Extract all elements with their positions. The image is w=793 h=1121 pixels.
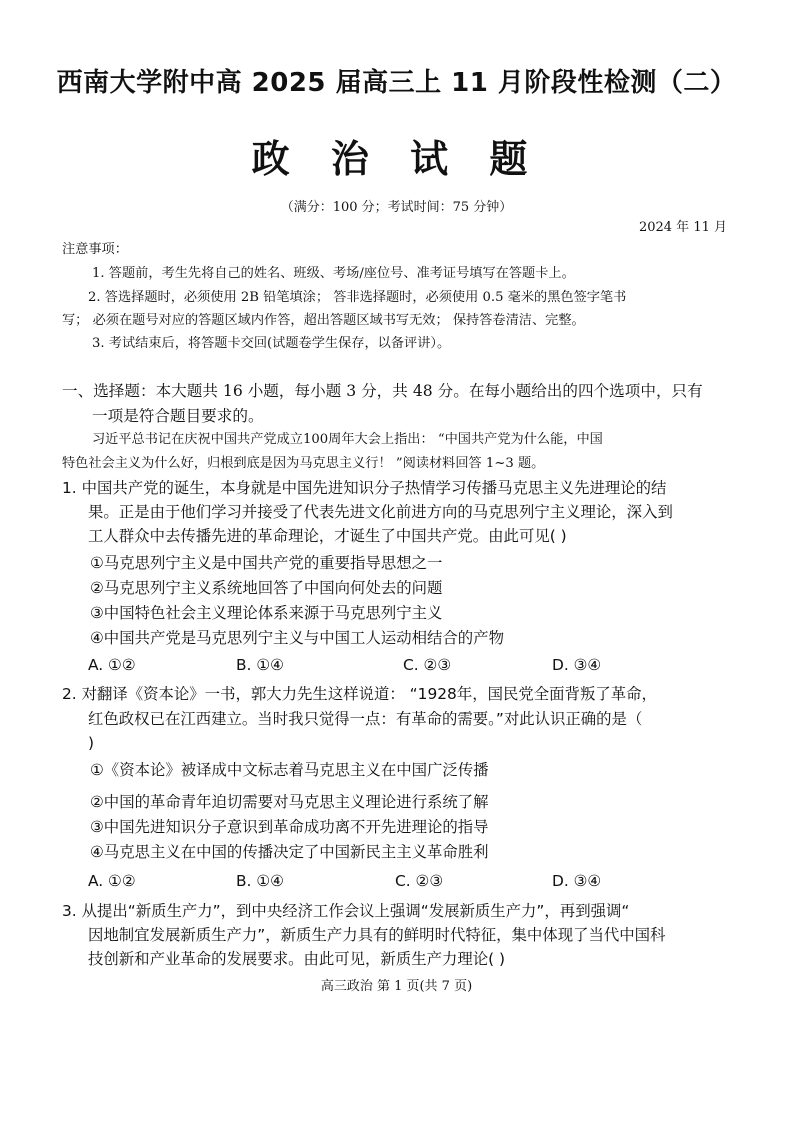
section-heading-line2: 一项是符合题目要求的。	[92, 407, 264, 425]
notes-item-2-line1: 2. 答选择题时，必须使用 2B 铅笔填涂； 答非选择题时，必须使用 0.5 毫米的黑色签字笔书	[88, 290, 627, 305]
exam-meta: （满分：100 分；考试时间：75 分钟）	[280, 200, 513, 215]
page-footer: 高三政治 第 1 页(共 7 页)	[320, 979, 473, 994]
question-2-statement-2: ②中国的革命青年迫切需要对马克思主义理论进行系统了解	[90, 793, 489, 811]
question-1-options	[0, 656, 793, 682]
school-title: 西南大学附中高 2025 届高三上 11 月阶段性检测（二）	[56, 68, 737, 98]
question-1-stem-line3: 工人群众中去传播先进的革命理论，才诞生了中国共产党。由此可见( )	[88, 527, 567, 545]
question-2-option-a[interactable]: A. ①②	[88, 872, 136, 890]
question-3-stem-line3: 技创新和产业革命的发展要求。由此可见，新质生产力理论( )	[88, 950, 506, 968]
material-line2: 特色社会主义为什么好，归根到底是因为马克思主义行！ ”阅读材料回答 1~3 题。	[62, 456, 545, 471]
subject-title: 政 治 试 题	[251, 137, 542, 181]
question-1-statement-3: ③中国特色社会主义理论体系来源于马克思列宁主义	[90, 604, 443, 622]
question-2-option-b[interactable]: B. ①④	[236, 872, 284, 890]
question-2-option-d[interactable]: D. ③④	[552, 872, 602, 890]
question-2-option-c[interactable]: C. ②③	[395, 872, 444, 890]
question-1-option-c[interactable]: C. ②③	[403, 656, 452, 674]
section-heading-line1: 一、选择题：本大题共 16 小题，每小题 3 分，共 48 分。在每小题给出的四个选项中，只有	[62, 382, 703, 400]
question-1-stem-line2: 果。正是由于他们学习并接受了代表先进文化前进方向的马克思列宁主义理论，深入到	[88, 503, 673, 521]
question-2-stem-line1: 2. 对翻译《资本论》一书，郭大力先生这样说道： “1928年，国民党全面背叛了革命，	[62, 685, 657, 703]
question-3-stem-line1: 3. 从提出“新质生产力”，到中央经济工作会议上强调“发展新质生产力”，再到强调“	[62, 902, 630, 920]
question-2-stem-line2: 红色政权已在江西建立。当时我只觉得一点：有革命的需要。”对此认识正确的是（	[88, 710, 643, 728]
question-2-statement-3: ③中国先进知识分子意识到革命成功离不开先进理论的指导	[90, 818, 489, 836]
question-1-statement-2: ②马克思列宁主义系统地回答了中国向何处去的问题	[90, 579, 443, 597]
question-1-option-a[interactable]: A. ①②	[88, 656, 136, 674]
question-2-statement-4: ④马克思主义在中国的传播决定了中国新民主主义革命胜利	[90, 843, 489, 861]
question-2-statement-1: ①《资本论》被译成中文标志着马克思主义在中国广泛传播	[90, 761, 489, 779]
material-line1: 习近平总书记在庆祝中国共产党成立100周年大会上指出： “中国共产党为什么能，中国	[92, 432, 603, 447]
question-1-stem-line1: 1. 中国共产党的诞生，本身就是中国先进知识分子热情学习传播马克思主义先进理论的结	[62, 479, 667, 497]
notes-heading: 注意事项：	[62, 242, 128, 257]
question-1-option-b[interactable]: B. ①④	[236, 656, 284, 674]
question-3-stem-line2: 因地制宜发展新质生产力”，新质生产力具有的鲜明时代特征，集中体现了当代中国科	[88, 926, 666, 944]
question-2-options	[0, 872, 793, 898]
question-1-statement-1: ①马克思列宁主义是中国共产党的重要指导思想之一	[90, 554, 443, 572]
question-2-stem-line3: )	[88, 734, 95, 752]
question-1-statement-4: ④中国共产党是马克思列宁主义与中国工人运动相结合的产物	[90, 629, 504, 647]
question-1-option-d[interactable]: D. ③④	[552, 656, 602, 674]
exam-date: 2024 年 11 月	[638, 220, 727, 235]
notes-item-3: 3. 考试结束后，将答题卡交回(试题卷学生保存，以备评讲）。	[92, 336, 451, 351]
notes-item-2-line2: 写； 必须在题号对应的答题区域内作答，超出答题区域书写无效； 保持答卷清洁、完整。	[62, 313, 585, 328]
notes-item-1: 1. 答题前，考生先将自己的姓名、班级、考场/座位号、准考证号填写在答题卡上。	[92, 266, 575, 281]
